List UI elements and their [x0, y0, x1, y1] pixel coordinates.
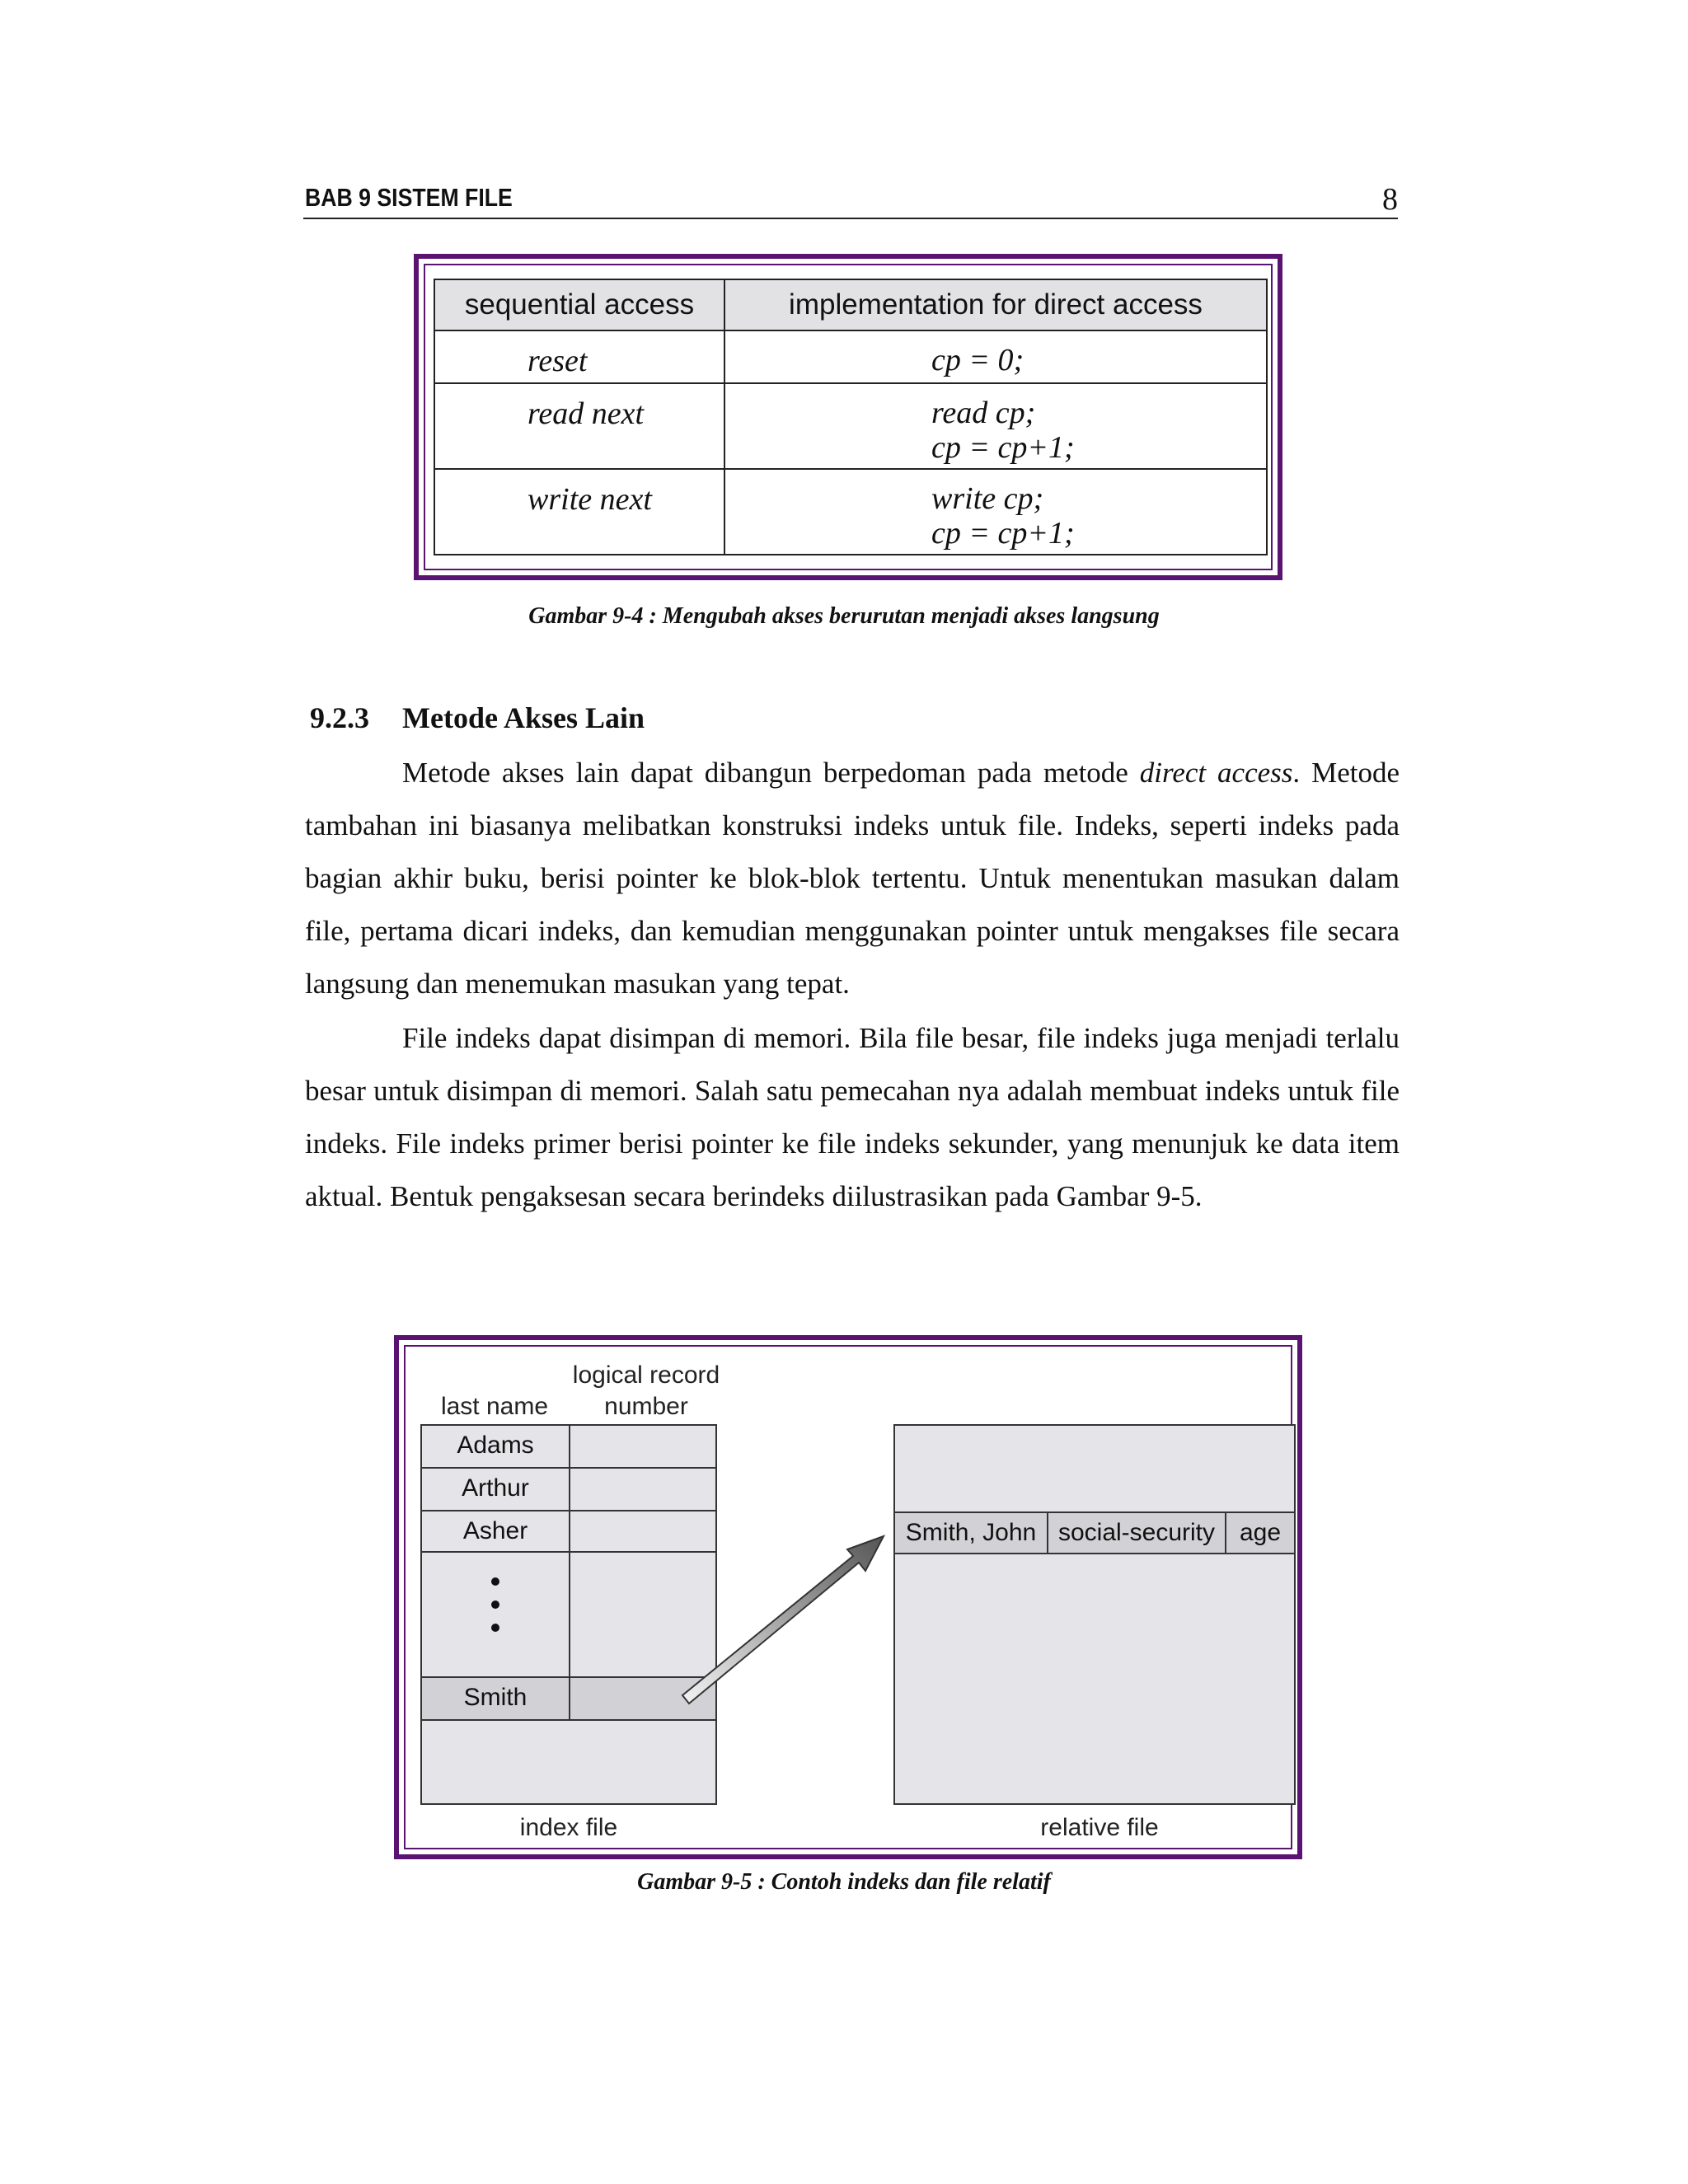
record-name-cell: Smith, John — [905, 1519, 1037, 1546]
impl-line: cp = cp+1; — [931, 516, 1075, 551]
header-direct-access: implementation for direct access — [724, 279, 1267, 330]
arrow-shape — [682, 1536, 884, 1704]
seq-cell: reset — [434, 330, 724, 383]
index-name-cell: Adams — [422, 1426, 570, 1467]
figure-9-4 — [414, 254, 1282, 580]
impl-line: write cp; — [931, 481, 1044, 516]
table-row — [434, 383, 1267, 469]
figure-9-4-caption: Gambar 9-4 : Mengubah akses berurutan menjadi akses langsung — [528, 603, 1160, 629]
table-row — [434, 469, 1267, 555]
label-line: logical record — [572, 1361, 720, 1389]
record-age-cell: age — [1239, 1519, 1282, 1546]
header-sequential-access: sequential access — [434, 279, 724, 330]
index-name-cell: Arthur — [422, 1469, 570, 1510]
record-row — [895, 1511, 1294, 1554]
chapter-title: BAB 9 SISTEM FILE — [305, 183, 513, 212]
section-title: Metode Akses Lain — [402, 701, 645, 734]
table-header-row — [434, 279, 1267, 330]
paragraph-text: . Metode tambahan ini biasanya melibatkan konstruksi indeks untuk file. Indeks, seperti indeks pada bagian akhir buku, berisi pointer ke blok-blok tertentu. Untuk menentukan masukan dalam file, pertama dicari indeks, dan kemudian menggunakan pointer untuk mengakses file secara langsung dan menemukan masukan yang tepat. — [305, 757, 1400, 1000]
impl-line: cp = 0; — [931, 343, 1025, 377]
record-ssn-cell: social-security — [1057, 1519, 1216, 1546]
running-header — [303, 181, 1398, 219]
paragraph-2: File indeks dapat disimpan di memori. Bila file besar, file indeks juga menjadi terlalu besar untuk disimpan di memori. Salah satu pemecahan nya adalah membuat indeks untuk file indeks. File indeks primer berisi pointer ke file indeks sekunder, yang menunjuk ke data item aktual. Bentuk pengaksesan secara berindeks diilustrasikan pada Gambar 9-5. — [305, 1022, 1400, 1212]
page-number: 8 — [1382, 182, 1398, 217]
relative-file-label: relative file — [1040, 1814, 1159, 1841]
figure-9-5-caption: Gambar 9-5 : Contoh indeks dan file relatif — [637, 1869, 1051, 1895]
impl-line: cp = cp+1; — [931, 430, 1075, 465]
section-heading — [310, 701, 645, 735]
impl-cell — [724, 330, 1267, 383]
index-name-cell: Asher — [422, 1511, 570, 1551]
paragraph-italic-term: direct access — [1139, 757, 1293, 789]
label-line: number — [604, 1393, 688, 1420]
impl-cell — [724, 383, 1267, 469]
paragraph-text: Metode akses lain dapat dibangun berpedoman pada metode — [402, 757, 1140, 789]
figure-9-5 — [394, 1335, 1302, 1859]
index-name-cell: Smith — [422, 1678, 570, 1719]
index-file-label: index file — [519, 1814, 618, 1841]
relative-file-box — [893, 1424, 1296, 1805]
paragraph-1 — [305, 747, 1400, 1010]
seq-cell: read next — [434, 383, 724, 469]
table-row — [434, 330, 1267, 383]
seq-cell: write next — [434, 469, 724, 555]
column-label-last-name: last name — [440, 1393, 549, 1420]
impl-cell — [724, 469, 1267, 555]
section-number: 9.2.3 — [310, 701, 369, 734]
access-table — [434, 279, 1268, 555]
impl-line: read cp; — [931, 396, 1036, 430]
